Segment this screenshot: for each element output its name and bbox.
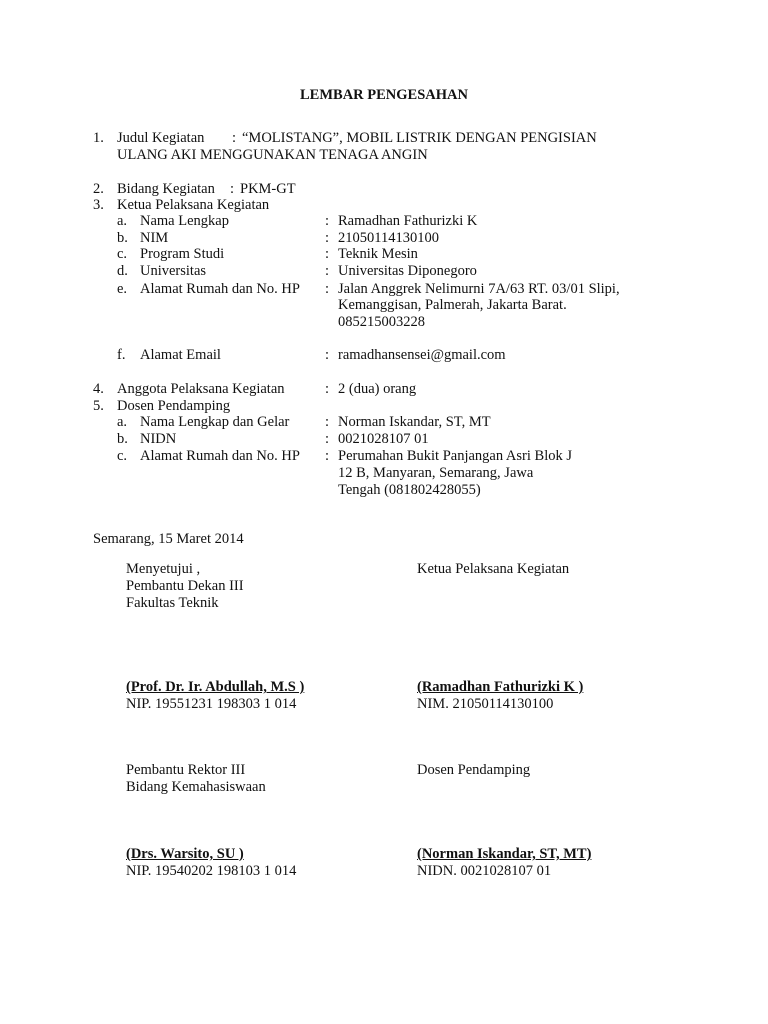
sig-left1-id: NIP. 19551231 198303 1 014 — [126, 696, 297, 712]
ketua-e-value-line3: 085215003228 — [338, 314, 425, 330]
judul-value-line2: ULANG AKI MENGGUNAKAN TENAGA ANGIN — [117, 147, 428, 163]
ketua-e-label: Alamat Rumah dan No. HP — [140, 281, 300, 297]
sig-left1-line1: Menyetujui , — [126, 561, 201, 577]
ketua-f-value: ramadhansensei@gmail.com — [338, 347, 506, 363]
ketua-c-colon: : — [325, 246, 330, 262]
ketua-b-value: 21050114130100 — [338, 230, 439, 246]
dosen-c-value-line3: Tengah (081802428055) — [338, 482, 481, 498]
judul-label: Judul Kegiatan — [117, 130, 205, 146]
dosen-c-value-line2: 12 B, Manyaran, Semarang, Jawa — [338, 465, 534, 481]
ketua-e-value-line1: Jalan Anggrek Nelimurni 7A/63 RT. 03/01 Slipi, — [338, 281, 620, 297]
item-number-3: 3. — [93, 197, 104, 213]
anggota-colon: : — [325, 381, 330, 397]
ketua-d-value: Universitas Diponegoro — [338, 263, 477, 279]
ketua-e-value-line2: Kemanggisan, Palmerah, Jakarta Barat. — [338, 297, 567, 313]
sig-right1-id: NIM. 21050114130100 — [417, 696, 554, 712]
item-number-4: 4. — [93, 381, 104, 397]
item-number-5: 5. — [93, 398, 104, 414]
ketua-b-label: NIM — [140, 230, 169, 246]
dosen-b-label: NIDN — [140, 431, 177, 447]
ketua-a-value: Ramadhan Fathurizki K — [338, 213, 478, 229]
sig-left1-line3: Fakultas Teknik — [126, 595, 219, 611]
ketua-f-letter: f. — [117, 347, 126, 363]
sig-right2-id: NIDN. 0021028107 01 — [417, 863, 552, 879]
ketua-a-label: Nama Lengkap — [140, 213, 229, 229]
sig-left1-name: (Prof. Dr. Ir. Abdullah, M.S ) — [126, 679, 305, 695]
anggota-label: Anggota Pelaksana Kegiatan — [117, 381, 285, 397]
bidang-value: PKM-GT — [240, 181, 296, 197]
sig-left2-line1: Pembantu Rektor III — [126, 762, 246, 778]
bidang-label: Bidang Kegiatan — [117, 181, 215, 197]
ketua-c-label: Program Studi — [140, 246, 225, 262]
page-title: LEMBAR PENGESAHAN — [300, 87, 468, 103]
ketua-d-label: Universitas — [140, 263, 207, 279]
ketua-c-value: Teknik Mesin — [338, 246, 418, 262]
sig-left2-line2: Bidang Kemahasiswaan — [126, 779, 266, 795]
anggota-value: 2 (dua) orang — [338, 381, 417, 397]
bidang-colon: : — [230, 181, 235, 197]
ketua-e-letter: e. — [117, 281, 128, 297]
dosen-a-label: Nama Lengkap dan Gelar — [140, 414, 290, 430]
sig-right2-name: (Norman Iskandar, ST, MT) — [417, 846, 592, 862]
ketua-f-label: Alamat Email — [140, 347, 221, 363]
sig-left2-name: (Drs. Warsito, SU ) — [126, 846, 244, 862]
dosen-c-value-line1: Perumahan Bukit Panjangan Asri Blok J — [338, 448, 572, 464]
sig-left2-id: NIP. 19540202 198103 1 014 — [126, 863, 297, 879]
ketua-b-colon: : — [325, 230, 330, 246]
item-number-1: 1. — [93, 130, 104, 146]
sig-right1-line1: Ketua Pelaksana Kegiatan — [417, 561, 570, 577]
ketua-a-letter: a. — [117, 213, 128, 229]
dosen-a-colon: : — [325, 414, 330, 430]
ketua-heading: Ketua Pelaksana Kegiatan — [117, 197, 270, 213]
place-date: Semarang, 15 Maret 2014 — [93, 531, 244, 547]
dosen-b-letter: b. — [117, 431, 128, 447]
sig-right2-line1: Dosen Pendamping — [417, 762, 531, 778]
ketua-d-colon: : — [325, 263, 330, 279]
ketua-d-letter: d. — [117, 263, 128, 279]
ketua-c-letter: c. — [117, 246, 128, 262]
dosen-a-letter: a. — [117, 414, 128, 430]
judul-value-line1: “MOLISTANG”, MOBIL LISTRIK DENGAN PENGISIAN — [242, 130, 597, 146]
dosen-b-value: 0021028107 01 — [338, 431, 429, 447]
sig-left1-line2: Pembantu Dekan III — [126, 578, 244, 594]
judul-colon: : — [232, 130, 237, 146]
dosen-c-label: Alamat Rumah dan No. HP — [140, 448, 300, 464]
dosen-heading: Dosen Pendamping — [117, 398, 231, 414]
item-number-2: 2. — [93, 181, 104, 197]
dosen-c-letter: c. — [117, 448, 128, 464]
ketua-b-letter: b. — [117, 230, 128, 246]
sig-right1-name: (Ramadhan Fathurizki K ) — [417, 679, 584, 695]
ketua-a-colon: : — [325, 213, 330, 229]
dosen-a-value: Norman Iskandar, ST, MT — [338, 414, 491, 430]
dosen-b-colon: : — [325, 431, 330, 447]
ketua-f-colon: : — [325, 347, 330, 363]
dosen-c-colon: : — [325, 448, 330, 464]
ketua-e-colon: : — [325, 281, 330, 297]
